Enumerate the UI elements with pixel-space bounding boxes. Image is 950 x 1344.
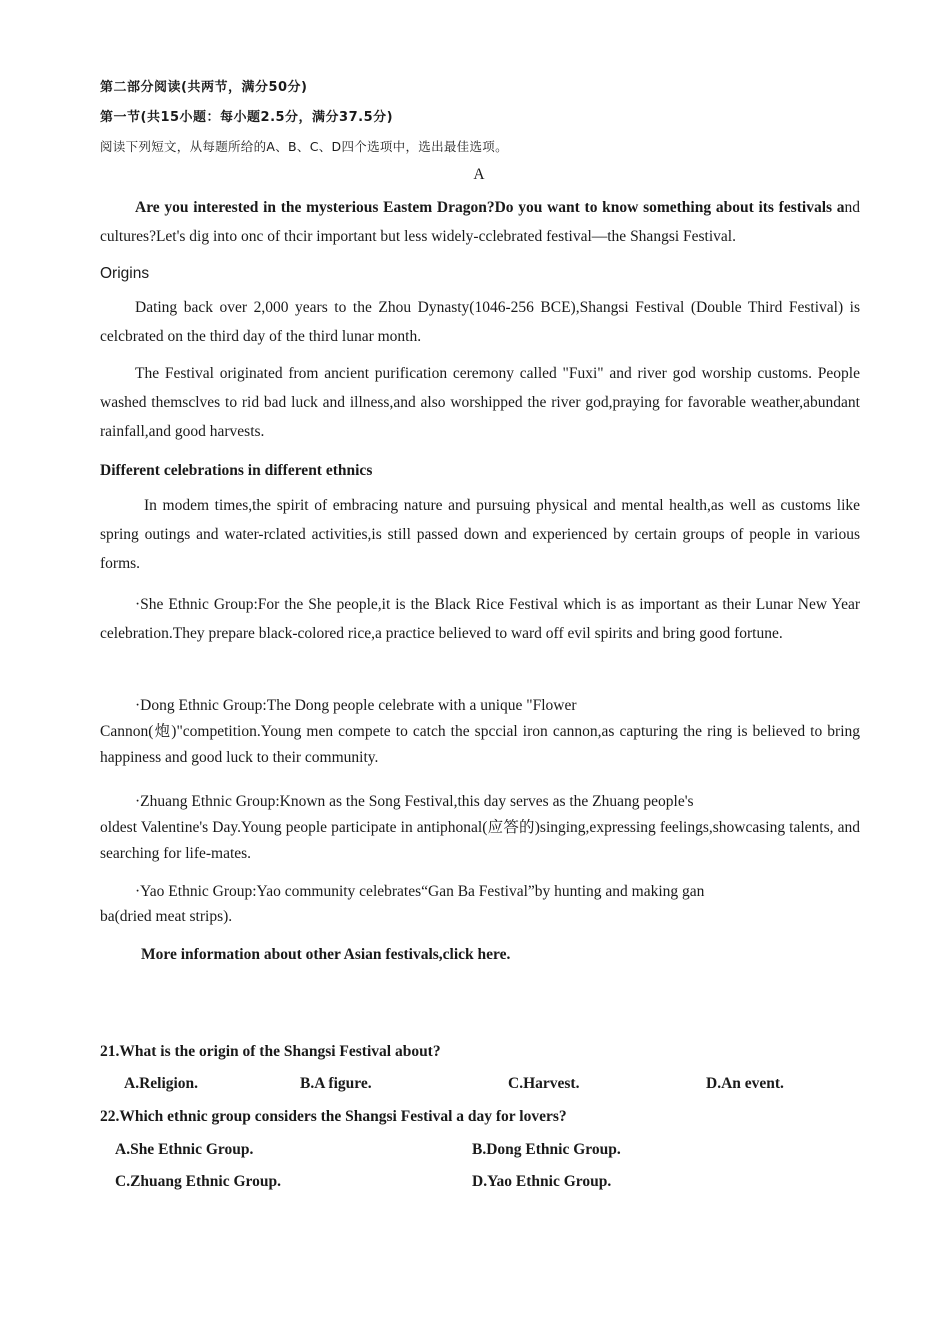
more-info-link[interactable]: More information about other Asian festivals,click here. [141, 946, 511, 963]
question-21-option-b[interactable]: B.A figure. [300, 1075, 372, 1092]
origins-heading: Origins [100, 265, 150, 282]
question-22-option-c[interactable]: C.Zhuang Ethnic Group. [115, 1173, 281, 1190]
she-paragraph: ·She Ethnic Group:For the She people,it is the Black Rice Festival which is as important as their Lunar New Year celebration.They prepare black-colored rice,a practice believed to ward off evil spirits and bring good fortune. [100, 596, 860, 642]
origins-paragraph-1: Dating back over 2,000 years to the Zhou Dynasty(1046-256 BCE),Shangsi Festival (Double Third Festival) is celcbrated on the third day of the third lunar month. [100, 299, 860, 345]
intro-paragraph [100, 193, 860, 251]
section-title: 第一节(共15小题：每小题2.5分，满分37.5分) [100, 110, 394, 125]
question-21-option-a[interactable]: A.Religion. [124, 1075, 199, 1092]
intro-bold-text: Are you interested in the mysterious Eastem Dragon?Do you want to know something about its festivals a [135, 199, 845, 216]
question-21-option-d[interactable]: D.An event. [706, 1075, 784, 1092]
question-21-option-c[interactable]: C.Harvest. [508, 1075, 580, 1092]
part-title: 第二部分阅读(共两节，满分50分) [100, 80, 308, 95]
dong-paragraph-line-1: ·Dong Ethnic Group:The Dong people celebrate with a unique "Flower [135, 697, 577, 714]
yao-paragraph-line-2: ba(dried meat strips). [100, 908, 233, 925]
celebrations-heading: Different celebrations in different ethnics [100, 462, 373, 479]
question-22-option-d[interactable]: D.Yao Ethnic Group. [472, 1173, 612, 1190]
question-22-stem: 22.Which ethnic group considers the Shangsi Festival a day for lovers? [100, 1108, 567, 1125]
dong-paragraph-rest: Cannon(炮)"competition.Young men compete to catch the spccial iron cannon,as capturing the ring is believed to bring happiness and good luck to their community. [100, 723, 860, 766]
modern-paragraph: In modem times,the spirit of embracing nature and pursuing physical and mental health,as well as customs like spring outings and water-rclated activities,is still passed down and experienced by certain groups of people in various forms. [100, 497, 860, 572]
passage-letter: A [473, 166, 485, 183]
origins-paragraph-2: The Festival originated from ancient purification ceremony called "Fuxi" and river god worship customs. People washed themsclves to rid bad luck and illness,and also worshipped the river god,praying for favorable weather,abundant rainfall,and good harvests. [100, 365, 860, 440]
zhuang-paragraph-line-1: ·Zhuang Ethnic Group:Known as the Song Festival,this day serves as the Zhuang people's [135, 793, 694, 810]
question-22-option-b[interactable]: B.Dong Ethnic Group. [472, 1141, 621, 1158]
zhuang-paragraph-rest: oldest Valentine's Day.Young people participate in antiphonal(应答的)singing,expressing feelings,showcasing talents, and searching for life-mates. [100, 819, 860, 862]
question-22-option-a[interactable]: A.She Ethnic Group. [115, 1141, 254, 1158]
yao-paragraph-line-1: ·Yao Ethnic Group:Yao community celebrates“Gan Ba Festival”by hunting and making gan [135, 883, 705, 900]
question-21-stem: 21.What is the origin of the Shangsi Festival about? [100, 1043, 441, 1060]
instructions: 阅读下列短文，从每题所给的A、B、C、D四个选项中，选出最佳选项。 [100, 139, 508, 154]
intro-text: nd cultures?Let's dig into onc of thcir important but less widely-cclebrated festival—the Shangsi Festival. [100, 199, 860, 245]
